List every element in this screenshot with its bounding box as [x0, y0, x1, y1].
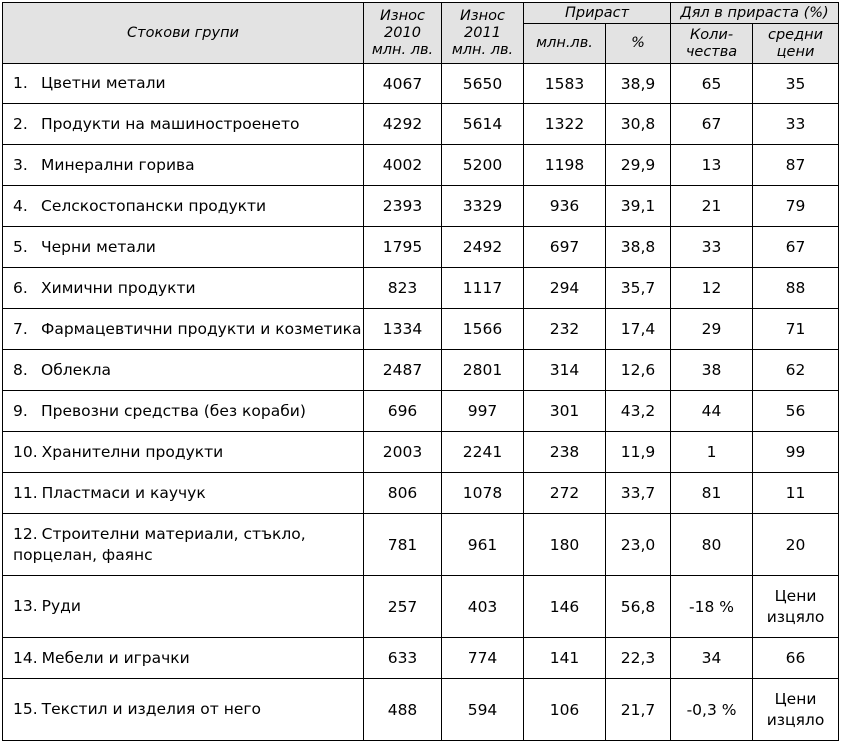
header-growth: Прираст — [524, 3, 671, 24]
table-row — [3, 309, 839, 350]
header-share-price: средни цени — [753, 24, 839, 64]
row-number: 14. — [13, 648, 38, 667]
share-price-cell — [753, 64, 839, 104]
share-price-cell — [753, 514, 839, 576]
share-price-value: 11 — [785, 484, 806, 502]
product-group-name: Облекла — [41, 360, 111, 379]
growth-mln-cell: 697 — [524, 227, 606, 268]
growth-pct-cell: 22,3 — [606, 638, 671, 679]
growth-pct-cell: 39,1 — [606, 186, 671, 227]
product-group-name: Руди — [41, 597, 81, 615]
row-number: 6. — [13, 278, 28, 297]
growth-mln-cell: 272 — [524, 473, 606, 514]
share-price-cell — [753, 638, 839, 679]
share-price-value: изцяло — [766, 710, 825, 729]
row-number: 3. — [13, 155, 28, 174]
row-number: 10. — [13, 442, 38, 461]
product-group-cell — [3, 145, 364, 186]
export-2010-cell: 257 — [364, 576, 442, 638]
export-2010-cell: 696 — [364, 391, 442, 432]
product-group-name: Хранителни продукти — [41, 442, 224, 461]
growth-mln-cell: 294 — [524, 268, 606, 309]
table-row — [3, 186, 839, 227]
growth-mln-cell: 232 — [524, 309, 606, 350]
product-group-name: Фармацевтични продукти и козметика — [41, 319, 362, 338]
share-price-cell — [753, 268, 839, 309]
share-qty-cell: 80 — [671, 514, 753, 576]
product-group-cell — [3, 638, 364, 679]
growth-pct-cell: 35,7 — [606, 268, 671, 309]
growth-pct-cell: 56,8 — [606, 576, 671, 638]
product-group-name: Превозни средства (без кораби) — [41, 401, 306, 420]
share-price-value: Цени — [774, 586, 817, 605]
share-price-value: 33 — [785, 115, 806, 133]
row-number: 2. — [13, 114, 28, 133]
share-price-cell — [753, 145, 839, 186]
product-group-name: Селскостопански продукти — [41, 196, 267, 215]
growth-pct-cell: 21,7 — [606, 679, 671, 741]
growth-pct-cell: 43,2 — [606, 391, 671, 432]
header-growth-pct: % — [606, 24, 671, 64]
share-qty-cell: 67 — [671, 104, 753, 145]
share-price-value: 56 — [785, 402, 806, 420]
share-price-value: 88 — [785, 279, 806, 297]
table-row — [3, 473, 839, 514]
product-group-name: Текстил и изделия от него — [41, 700, 262, 718]
row-number: 9. — [13, 401, 28, 420]
share-qty-cell: 65 — [671, 64, 753, 104]
product-group-name: Строителни материали, стъкло, — [41, 524, 306, 543]
header-share: Дял в прираста (%) — [671, 3, 839, 24]
growth-pct-cell: 11,9 — [606, 432, 671, 473]
row-number: 13. — [13, 597, 38, 615]
growth-mln-cell: 146 — [524, 576, 606, 638]
export-2010-cell: 2003 — [364, 432, 442, 473]
export-2011-cell: 3329 — [442, 186, 524, 227]
row-number: 5. — [13, 237, 28, 256]
share-qty-cell: 33 — [671, 227, 753, 268]
product-group-cell — [3, 309, 364, 350]
share-price-cell — [753, 432, 839, 473]
table-body — [3, 64, 839, 741]
export-2010-cell: 806 — [364, 473, 442, 514]
product-group-name: порцелан, фаянс — [13, 545, 153, 564]
export-2010-cell: 633 — [364, 638, 442, 679]
share-qty-cell: 21 — [671, 186, 753, 227]
growth-mln-cell: 301 — [524, 391, 606, 432]
export-2011-cell: 2492 — [442, 227, 524, 268]
table-row — [3, 145, 839, 186]
product-group-name: Минерални горива — [41, 155, 195, 174]
export-2011-cell: 997 — [442, 391, 524, 432]
product-group-cell — [3, 391, 364, 432]
product-group-cell — [3, 186, 364, 227]
header-growth-mln: млн.лв. — [524, 24, 606, 64]
export-2010-cell: 4002 — [364, 145, 442, 186]
table-row — [3, 64, 839, 104]
share-price-cell — [753, 227, 839, 268]
share-price-cell — [753, 186, 839, 227]
share-price-value: 62 — [785, 361, 806, 379]
export-table — [2, 2, 839, 741]
export-2010-cell: 4292 — [364, 104, 442, 145]
table-row — [3, 679, 839, 741]
header-share-qty: Коли- чества — [671, 24, 753, 64]
table-row — [3, 432, 839, 473]
row-number: 11. — [13, 483, 38, 502]
growth-mln-cell: 141 — [524, 638, 606, 679]
export-2010-cell: 781 — [364, 514, 442, 576]
table-row — [3, 350, 839, 391]
product-group-cell — [3, 64, 364, 104]
product-group-cell — [3, 473, 364, 514]
product-group-cell — [3, 104, 364, 145]
share-price-value: 66 — [785, 649, 806, 667]
share-price-cell — [753, 350, 839, 391]
share-qty-cell: -18 % — [671, 576, 753, 638]
export-2011-cell: 774 — [442, 638, 524, 679]
share-price-cell — [753, 391, 839, 432]
export-2011-cell: 594 — [442, 679, 524, 741]
share-qty-cell: 34 — [671, 638, 753, 679]
share-price-value: изцяло — [766, 607, 825, 626]
table-row — [3, 514, 839, 576]
export-2011-cell: 5614 — [442, 104, 524, 145]
share-price-value: 99 — [785, 443, 806, 461]
export-2011-cell: 5650 — [442, 64, 524, 104]
share-price-value: 79 — [785, 197, 806, 215]
export-2011-cell: 403 — [442, 576, 524, 638]
row-number: 8. — [13, 360, 28, 379]
share-price-cell — [753, 679, 839, 741]
share-qty-cell: -0,3 % — [671, 679, 753, 741]
growth-pct-cell: 23,0 — [606, 514, 671, 576]
product-group-name: Пластмаси и каучук — [41, 483, 206, 502]
share-qty-cell: 81 — [671, 473, 753, 514]
header-export-2011: Износ 2011 млн. лв. — [442, 3, 524, 64]
share-qty-cell: 29 — [671, 309, 753, 350]
header-export-2010: Износ 2010 млн. лв. — [364, 3, 442, 64]
product-group-cell — [3, 514, 364, 576]
export-2011-cell: 2801 — [442, 350, 524, 391]
share-price-cell — [753, 104, 839, 145]
product-group-cell — [3, 576, 364, 638]
share-price-cell — [753, 309, 839, 350]
export-2010-cell: 2393 — [364, 186, 442, 227]
share-price-value: 67 — [785, 238, 806, 256]
share-qty-cell: 38 — [671, 350, 753, 391]
growth-mln-cell: 1583 — [524, 64, 606, 104]
product-group-name: Мебели и играчки — [41, 648, 190, 667]
product-group-cell — [3, 432, 364, 473]
row-number: 4. — [13, 196, 28, 215]
growth-mln-cell: 106 — [524, 679, 606, 741]
growth-pct-cell: 33,7 — [606, 473, 671, 514]
export-2011-cell: 1117 — [442, 268, 524, 309]
export-2010-cell: 488 — [364, 679, 442, 741]
share-price-cell — [753, 576, 839, 638]
export-2010-cell: 823 — [364, 268, 442, 309]
export-2010-cell: 1334 — [364, 309, 442, 350]
growth-pct-cell: 17,4 — [606, 309, 671, 350]
export-2011-cell: 5200 — [442, 145, 524, 186]
growth-pct-cell: 12,6 — [606, 350, 671, 391]
growth-pct-cell: 30,8 — [606, 104, 671, 145]
product-group-cell — [3, 268, 364, 309]
product-group-name: Химични продукти — [41, 278, 196, 297]
share-price-cell — [753, 473, 839, 514]
export-2010-cell: 2487 — [364, 350, 442, 391]
export-2011-cell: 961 — [442, 514, 524, 576]
product-group-cell — [3, 350, 364, 391]
product-group-name: Продукти на машиностроенето — [41, 114, 300, 133]
growth-mln-cell: 180 — [524, 514, 606, 576]
growth-mln-cell: 238 — [524, 432, 606, 473]
table-header — [3, 3, 839, 64]
growth-mln-cell: 936 — [524, 186, 606, 227]
share-qty-cell: 1 — [671, 432, 753, 473]
growth-mln-cell: 314 — [524, 350, 606, 391]
growth-pct-cell: 29,9 — [606, 145, 671, 186]
export-2010-cell: 1795 — [364, 227, 442, 268]
header-group: Стокови групи — [3, 3, 364, 64]
share-qty-cell: 44 — [671, 391, 753, 432]
product-group-cell — [3, 227, 364, 268]
growth-pct-cell: 38,8 — [606, 227, 671, 268]
product-group-name: Черни метали — [41, 237, 156, 256]
share-price-value: 87 — [785, 156, 806, 174]
table-row — [3, 391, 839, 432]
growth-pct-cell: 38,9 — [606, 64, 671, 104]
export-2011-cell: 1078 — [442, 473, 524, 514]
table-row — [3, 638, 839, 679]
share-qty-cell: 13 — [671, 145, 753, 186]
table-row — [3, 268, 839, 309]
growth-mln-cell: 1322 — [524, 104, 606, 145]
export-2011-cell: 2241 — [442, 432, 524, 473]
table-row — [3, 104, 839, 145]
share-price-value: Цени — [774, 689, 817, 708]
row-number: 1. — [13, 74, 28, 92]
share-price-value: 20 — [785, 535, 806, 554]
row-number: 15. — [13, 700, 38, 718]
product-group-name: Цветни метали — [41, 74, 166, 92]
share-qty-cell: 12 — [671, 268, 753, 309]
share-price-value: 71 — [785, 320, 806, 338]
export-2010-cell: 4067 — [364, 64, 442, 104]
share-price-value: 35 — [785, 74, 806, 93]
product-group-cell — [3, 679, 364, 741]
table-row — [3, 576, 839, 638]
table-row — [3, 227, 839, 268]
row-number: 12. — [13, 524, 38, 543]
row-number: 7. — [13, 319, 28, 338]
export-2011-cell: 1566 — [442, 309, 524, 350]
growth-mln-cell: 1198 — [524, 145, 606, 186]
